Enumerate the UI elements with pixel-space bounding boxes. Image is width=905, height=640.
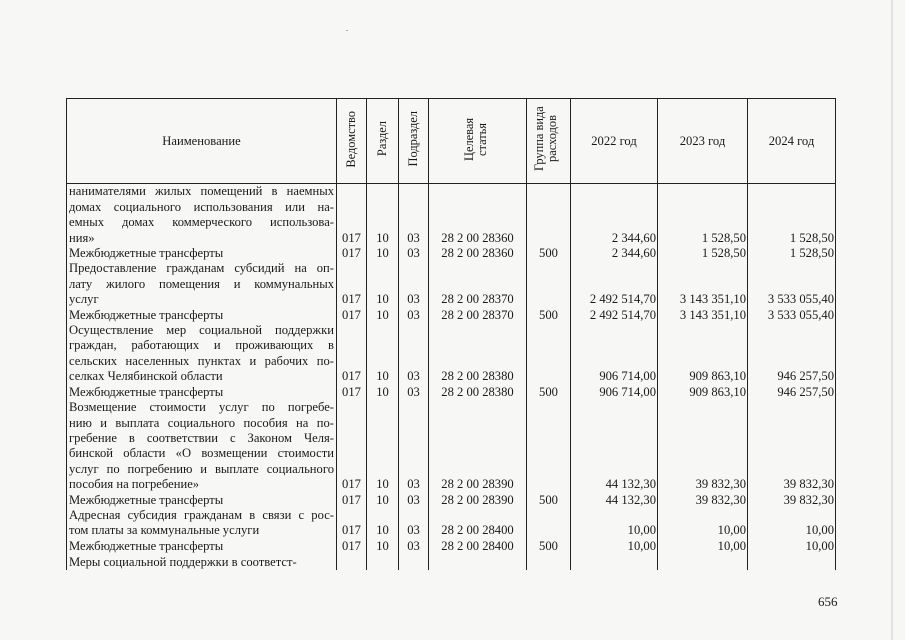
- row-value-2023: 10,00: [658, 508, 748, 539]
- row-podrazdel: [399, 554, 429, 570]
- row-razdel: [367, 554, 399, 570]
- table-row: [67, 246, 836, 261]
- row-value-2022: 2 344,60: [571, 246, 658, 261]
- row-value-2022: [571, 554, 658, 570]
- row-name-line: нанимателями жилых помещений в наемных: [69, 184, 334, 199]
- row-name-line: Межбюджетные трансферты: [69, 492, 224, 507]
- row-value-2024: 3 533 055,40: [748, 308, 836, 323]
- row-name-line: услуг по погребению и выплате социального: [69, 461, 334, 476]
- row-gruppa: [527, 261, 571, 307]
- row-value-2023: 39 832,30: [658, 493, 748, 508]
- row-vedomstvo: 017: [337, 539, 367, 554]
- row-value-2023: 1 528,50: [658, 184, 748, 246]
- row-gruppa: [527, 554, 571, 570]
- row-value-2022: 906 714,00: [571, 323, 658, 385]
- row-vedomstvo: 017: [337, 308, 367, 323]
- header-2023: 2023 год: [658, 99, 748, 184]
- row-razdel: 10: [367, 308, 399, 323]
- row-value-2023: 10,00: [658, 539, 748, 554]
- row-value-2024: 39 832,30: [748, 400, 836, 492]
- row-vedomstvo: 017: [337, 184, 367, 246]
- row-name: [67, 385, 337, 400]
- row-name-line: граждан, работающих и проживающих в: [69, 338, 334, 353]
- row-name-line: Межбюджетные трансферты: [69, 246, 224, 261]
- row-celevaya-statya: 28 2 00 28360: [429, 184, 527, 246]
- table-row: [67, 184, 836, 246]
- row-celevaya-statya: 28 2 00 28370: [429, 261, 527, 307]
- row-value-2024: 3 533 055,40: [748, 261, 836, 307]
- header-2024: 2024 год: [748, 99, 836, 184]
- row-vedomstvo: 017: [337, 246, 367, 261]
- row-celevaya-statya: 28 2 00 28380: [429, 385, 527, 400]
- row-value-2022: 2 492 514,70: [571, 308, 658, 323]
- row-name-line: сельских населенных пунктах и рабочих по-: [69, 353, 334, 368]
- row-name: [67, 508, 337, 539]
- row-value-2022: 44 132,30: [571, 400, 658, 492]
- row-name: [67, 554, 337, 570]
- row-celevaya-statya: [429, 554, 527, 570]
- row-podrazdel: 03: [399, 508, 429, 539]
- row-celevaya-statya: 28 2 00 28370: [429, 308, 527, 323]
- row-value-2023: 3 143 351,10: [658, 308, 748, 323]
- row-name-line: услуг: [69, 292, 99, 307]
- row-razdel: 10: [367, 323, 399, 385]
- table-row: [67, 400, 836, 492]
- page-number: 656: [818, 594, 838, 609]
- row-value-2022: 10,00: [571, 539, 658, 554]
- row-vedomstvo: [337, 554, 367, 570]
- row-value-2024: [748, 554, 836, 570]
- row-celevaya-statya: 28 2 00 28400: [429, 539, 527, 554]
- row-razdel: 10: [367, 508, 399, 539]
- row-name-line: емных домах коммерческого использова-: [69, 215, 334, 230]
- row-vedomstvo: 017: [337, 323, 367, 385]
- row-razdel: 10: [367, 400, 399, 492]
- header-podrazdel: Подраздел: [399, 99, 429, 184]
- row-gruppa: [527, 400, 571, 492]
- row-gruppa: 500: [527, 385, 571, 400]
- row-podrazdel: 03: [399, 400, 429, 492]
- row-podrazdel: 03: [399, 246, 429, 261]
- table-header-row: [67, 99, 836, 184]
- row-gruppa: 500: [527, 493, 571, 508]
- row-name-line: том платы за коммунальные услуги: [69, 523, 260, 538]
- header-name: Наименование: [67, 99, 337, 184]
- row-podrazdel: 03: [399, 261, 429, 307]
- row-name-line: Межбюджетные трансферты: [69, 307, 224, 322]
- header-tselevaya: Целевая статья: [429, 99, 527, 184]
- row-name: [67, 308, 337, 323]
- row-vedomstvo: 017: [337, 493, 367, 508]
- row-value-2024: 10,00: [748, 539, 836, 554]
- table-row: [67, 539, 836, 554]
- row-celevaya-statya: 28 2 00 28400: [429, 508, 527, 539]
- table-row: [67, 308, 836, 323]
- row-value-2022: 906 714,00: [571, 385, 658, 400]
- row-name: [67, 400, 337, 492]
- row-name-line: нию и выплата социального пособия на по-: [69, 415, 334, 430]
- row-gruppa: 500: [527, 539, 571, 554]
- row-gruppa: 500: [527, 246, 571, 261]
- table-row: [67, 493, 836, 508]
- row-razdel: 10: [367, 246, 399, 261]
- row-podrazdel: 03: [399, 323, 429, 385]
- row-name-line: домах социального использования или на-: [69, 199, 334, 214]
- row-name-line: Осуществление мер социальной поддержки: [69, 323, 334, 338]
- row-name-line: лату жилого помещения и коммунальных: [69, 276, 334, 291]
- header-razdel: Раздел: [367, 99, 399, 184]
- table-row: [67, 261, 836, 307]
- header-gruppa: Группа вида расходов: [527, 99, 571, 184]
- row-podrazdel: 03: [399, 493, 429, 508]
- row-vedomstvo: 017: [337, 508, 367, 539]
- row-razdel: 10: [367, 385, 399, 400]
- budget-table: [66, 98, 836, 570]
- row-name: [67, 493, 337, 508]
- row-podrazdel: 03: [399, 184, 429, 246]
- row-value-2023: 39 832,30: [658, 400, 748, 492]
- table-row: [67, 385, 836, 400]
- header-vedomstvo: Ведомство: [337, 99, 367, 184]
- row-razdel: 10: [367, 493, 399, 508]
- row-value-2022: 2 344,60: [571, 184, 658, 246]
- row-vedomstvo: 017: [337, 385, 367, 400]
- row-value-2023: [658, 554, 748, 570]
- row-name-line: гребение в соответствии с Законом Челя-: [69, 430, 334, 445]
- row-value-2023: 909 863,10: [658, 323, 748, 385]
- row-name: [67, 246, 337, 261]
- row-name-line: Возмещение стоимости услуг по погребе-: [69, 400, 334, 415]
- scan-speck: [346, 30, 348, 31]
- row-value-2023: 1 528,50: [658, 246, 748, 261]
- row-value-2022: 44 132,30: [571, 493, 658, 508]
- row-podrazdel: 03: [399, 385, 429, 400]
- row-value-2024: 39 832,30: [748, 493, 836, 508]
- table-row: [67, 508, 836, 539]
- row-name-line: пособия на погребение»: [69, 477, 200, 492]
- row-value-2022: 10,00: [571, 508, 658, 539]
- row-razdel: 10: [367, 539, 399, 554]
- row-name: [67, 184, 337, 246]
- row-razdel: 10: [367, 261, 399, 307]
- header-2022: 2022 год: [571, 99, 658, 184]
- row-podrazdel: 03: [399, 539, 429, 554]
- row-value-2023: 3 143 351,10: [658, 261, 748, 307]
- row-vedomstvo: 017: [337, 261, 367, 307]
- row-celevaya-statya: 28 2 00 28390: [429, 493, 527, 508]
- row-name-line: селках Челябинской области: [69, 369, 223, 384]
- row-name-line: ния»: [69, 230, 95, 245]
- row-name-line: Предоставление гражданам субсидий на оп-: [69, 261, 334, 276]
- row-celevaya-statya: 28 2 00 28390: [429, 400, 527, 492]
- row-value-2024: 10,00: [748, 508, 836, 539]
- row-vedomstvo: 017: [337, 400, 367, 492]
- row-name-line: бинской области «О возмещении стоимости: [69, 446, 334, 461]
- row-gruppa: [527, 184, 571, 246]
- row-name: [67, 539, 337, 554]
- row-value-2024: 1 528,50: [748, 246, 836, 261]
- row-name-line: Меры социальной поддержки в соответст-: [69, 554, 297, 569]
- row-name: [67, 261, 337, 307]
- row-razdel: 10: [367, 184, 399, 246]
- row-gruppa: [527, 508, 571, 539]
- row-value-2023: 909 863,10: [658, 385, 748, 400]
- table-row: [67, 323, 836, 385]
- table-row: [67, 554, 836, 570]
- row-name-line: Межбюджетные трансферты: [69, 384, 224, 399]
- row-name-line: Межбюджетные трансферты: [69, 538, 224, 553]
- row-value-2024: 1 528,50: [748, 184, 836, 246]
- row-gruppa: 500: [527, 308, 571, 323]
- row-value-2024: 946 257,50: [748, 323, 836, 385]
- row-celevaya-statya: 28 2 00 28360: [429, 246, 527, 261]
- table-body: [67, 184, 836, 570]
- row-podrazdel: 03: [399, 308, 429, 323]
- row-celevaya-statya: 28 2 00 28380: [429, 323, 527, 385]
- row-name: [67, 323, 337, 385]
- row-value-2022: 2 492 514,70: [571, 261, 658, 307]
- row-gruppa: [527, 323, 571, 385]
- row-value-2024: 946 257,50: [748, 385, 836, 400]
- page-edge: [891, 0, 893, 640]
- row-name-line: Адресная субсидия гражданам в связи с рос-: [69, 507, 334, 522]
